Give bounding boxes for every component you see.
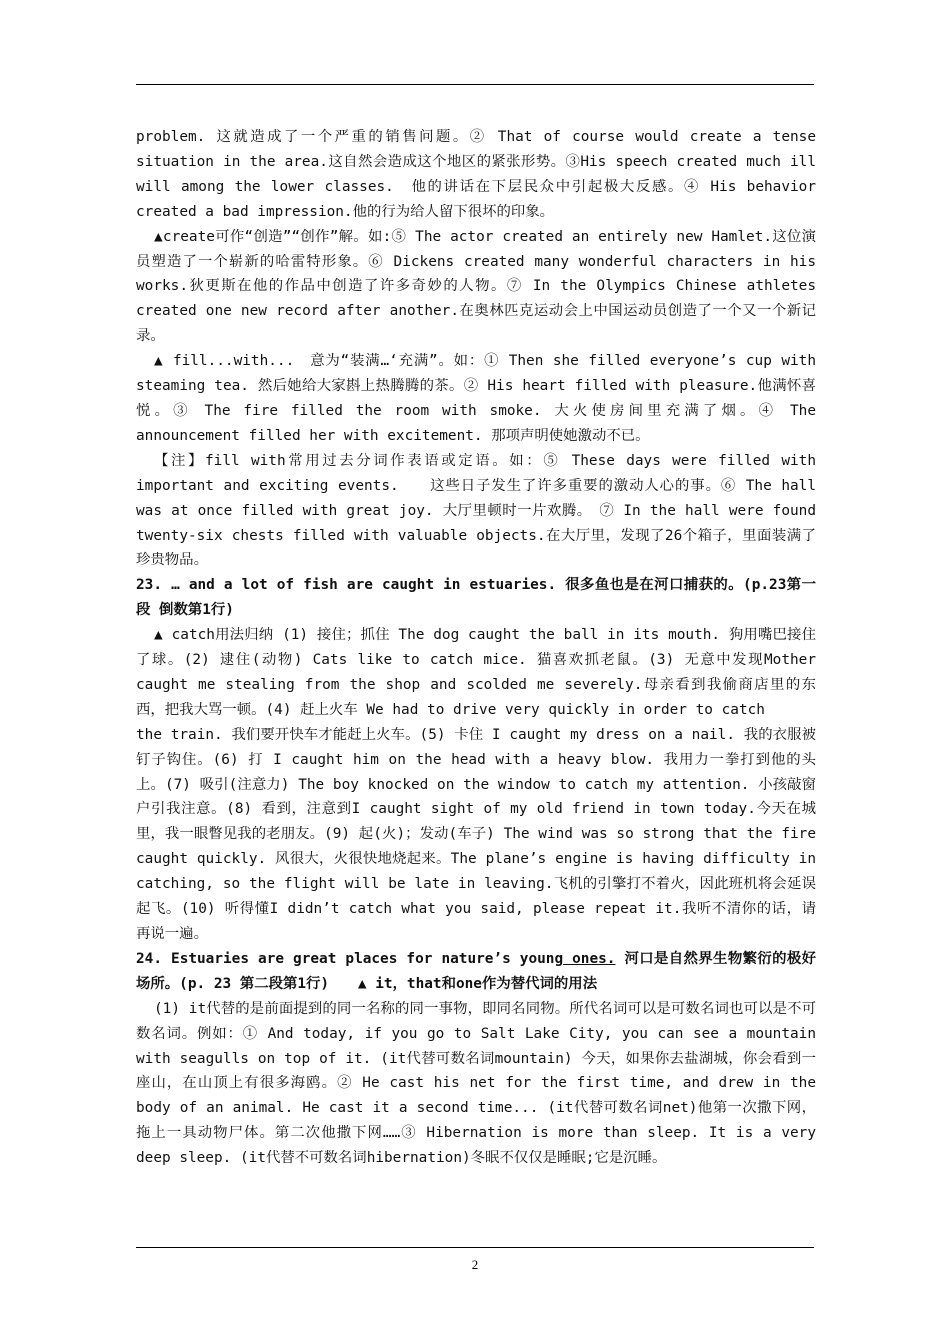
page-number: 2 xyxy=(471,1257,479,1272)
fill-with-note-paragraph: 【注】fill with常用过去分词作表语或定语。如：⑤ These days were filled with important and exciting events. 这些日子发生了许多重要的激动人心的事。⑥ The hall was at once filled with great joy. 大厅里顿时一片欢腾。 ⑦ In the hall were found twenty-six chests filled with valuable objects.在大厅里，发现了26个箱子，里面装满了珍贵物品。 xyxy=(136,452,816,569)
body-text xyxy=(136,125,816,1171)
item-24-translation: 河口是自然界生物繁衍的极好场所。(p. 23 第二段第1行) ▲ it，that和one作为替代词的用法 xyxy=(136,950,816,992)
item-23-heading: 23. … and a lot of fish are caught in estuaries. 很多鱼也是在河口捕获的。(p.23第一段 倒数第1行) xyxy=(136,577,816,619)
header-rule xyxy=(136,84,814,85)
fill-with-paragraph: ▲ fill...with... 意为“装满…‘充满”。如：① Then she filled everyone’s cup with steaming tea. 然后她给大家斟上热腾腾的茶。② His heart filled with pleasure.他满怀喜悦。③ The fire filled the room with smoke. 大火使房间里充满了烟。④ The announcement filled her with excitement. 那项声明使她激动不已。 xyxy=(136,353,816,444)
create-examples-paragraph: problem. 这就造成了一个严重的销售问题。② That of course would create a tense situation in the area.这自然会造成这个地区的紧张形势。③His speech created much ill will among the lower classes. 他的讲话在下层民众中引起极大反感。④ His behavior created a bad impression.他的行为给人留下很坏的印象。 xyxy=(136,129,816,220)
item-24-text: 24. Estuaries are great places for nature’s young xyxy=(136,950,564,967)
item-24-heading xyxy=(136,947,816,997)
catch-usage-continued-paragraph: the train. 我们要开快车才能赶上火车。(5) 卡住 I caught my dress on a nail. 我的衣服被钉子钩住。(6) 打 I caught him on the head with a heavy blow. 我用力一拳打到他的头上。(7) 吸引(注意力) The boy knocked on the window to catch my attention. 小孩敲窗户引我注意。(8) 看到，注意到I caught sight of my old friend in town today.今天在城里，我一眼瞥见我的老朋友。(9) 起(火)；发动(车子) The wind was so strong that the fire caught quickly. 风很大，火很快地烧起来。The plane’s engine is having difficulty in catching, so the flight will be late in leaving.飞机的引擎打不着火，因此班机将会延误起飞。(10) 听得懂I didn’t catch what you said, please repeat it.我听不清你的话，请再说一遍。 xyxy=(136,726,816,942)
catch-usage-paragraph: ▲ catch用法归纳 (1) 接住；抓住 The dog caught the ball in its mouth. 狗用嘴巴接住了球。(2) 逮住(动物) Cats like to catch mice. 猫喜欢抓老鼠。(3) 无意中发现Mother caught me stealing from the shop and scolded me severely.母亲看到我偷商店里的东西，把我大骂一顿。(4) 赶上火车 We had to drive very quickly in order to catch xyxy=(136,627,816,718)
footer-rule xyxy=(136,1247,814,1248)
it-usage-paragraph: (1) it代替的是前面提到的同一名称的同一事物，即同名同物。所代名词可以是可数名词也可以是不可数名词。例如：① And today, if you go to Salt Lake City, you can see a mountain with seagulls on top of it. (it代替可数名词mountain) 今天，如果你去盐湖城，你会看到一座山，在山顶上有很多海鸥。② He cast his net for the first time, and drew in the body of an animal. He cast it a second time... (it代替可数名词net)他第一次撒下网，拖上一具动物尸体。第二次他撒下网……③ Hibernation is more than sleep. It is a very deep sleep. (it代替不可数名词hibernation)冬眠不仅仅是睡眠;它是沉睡。 xyxy=(136,1000,816,1167)
create-meaning-paragraph: ▲create可作“创造”“创作”解。如:⑤ The actor created an entirely new Hamlet.这位演员塑造了一个崭新的哈雷特形象。⑥ Dickens created many wonderful characters in his works.狄更斯在他的作品中创造了许多奇妙的人物。⑦ In the Olympics Chinese athletes created one new record after another.在奥林匹克运动会上中国运动员创造了一个又一个新记录。 xyxy=(136,228,816,345)
item-24-underlined: ones. xyxy=(563,950,616,967)
